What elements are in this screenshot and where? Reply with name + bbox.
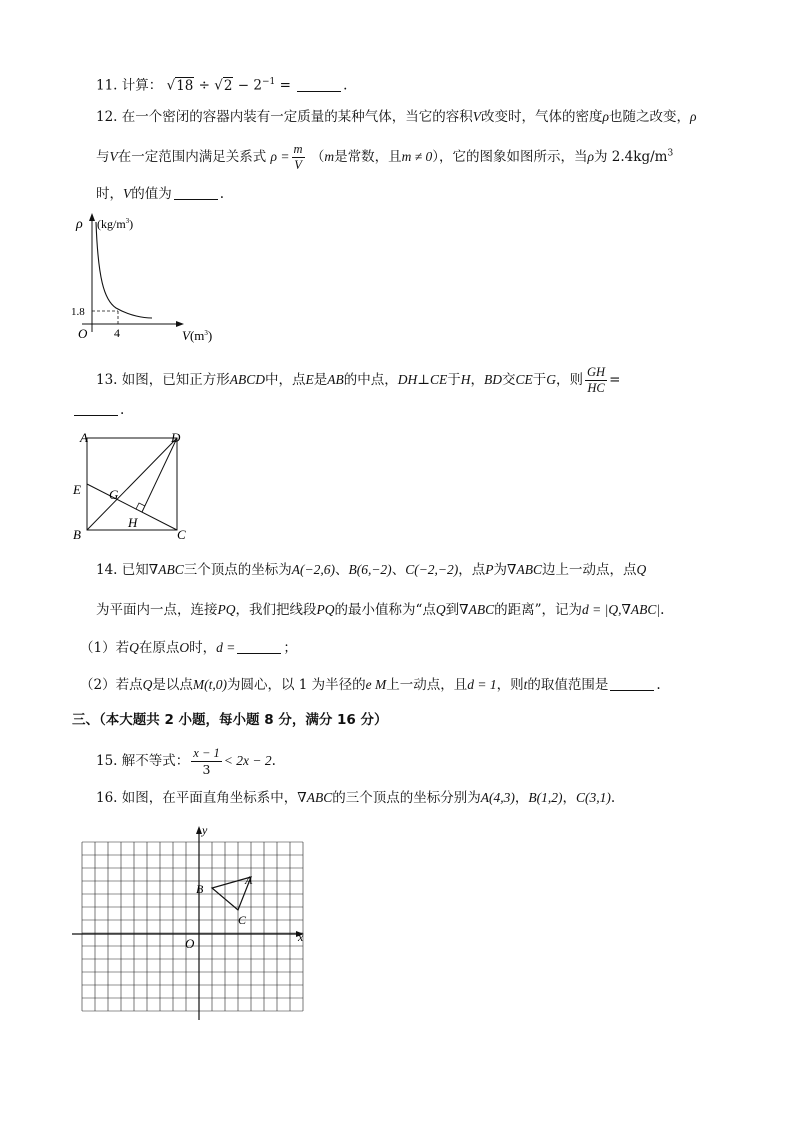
q14-sub1-o: O <box>179 640 190 655</box>
q11-sqrt-symbol: √ <box>166 77 176 94</box>
q14-p: P <box>485 562 494 577</box>
q14-sub2-circle: e M <box>365 677 387 692</box>
q12-var-m: m <box>324 149 335 164</box>
q12-var-rho: ρ <box>602 109 610 124</box>
q12-text-2e: ），它的图象如图所示，当 <box>432 149 588 165</box>
q12-text-1b: 改变时，气体的密度 <box>481 109 603 125</box>
q14-sub2-e: ，则 <box>496 677 524 693</box>
q14-text-2c: 的最小值称为“点 <box>334 602 436 618</box>
q13-text-a: 如图，已知正方形 <box>121 372 230 388</box>
q12-text-2c: （ <box>310 149 325 165</box>
q12-var-v-3: V <box>123 186 132 201</box>
q13-text-d: 的中点， <box>343 372 398 388</box>
q12-formula-den: V <box>294 158 302 172</box>
q12-text-1c: 也随之改变， <box>609 109 691 125</box>
q14-text-2e: 的距离”，记为 <box>494 602 582 618</box>
q12-sup-3: 3 <box>667 148 674 159</box>
q13-line-1 <box>96 365 620 396</box>
q13-label-b: B <box>73 527 81 542</box>
q14-sub1-b: 在原点 <box>138 640 180 656</box>
q12-y-arrow <box>89 213 95 221</box>
q11-equals: = <box>279 77 291 94</box>
q13-square-figure <box>70 428 200 543</box>
q11-sqrt-18: 18 <box>176 77 194 94</box>
q12-condition: m ≠ 0 <box>401 149 433 164</box>
q14-sub1-d: d = <box>216 640 236 655</box>
q14-d-expr: d = |Q,∇ABC| <box>582 602 661 617</box>
q12-formula-fraction <box>292 142 305 173</box>
q15-end: . <box>271 753 276 769</box>
q16-point-c: C(3,1) <box>575 790 611 805</box>
q14-sub1-answer-blank[interactable] <box>237 639 281 654</box>
q12-text-3a: 时， <box>96 186 123 202</box>
q14-point-c: C(−2,−2) <box>405 562 459 577</box>
q14-sub2-m: M(t,0) <box>192 677 227 692</box>
q14-text-1e: 边上一动点，点 <box>541 562 637 578</box>
q15-fraction <box>191 746 221 777</box>
q13-end: . <box>120 402 125 418</box>
q14-text-2d: 到 <box>445 602 460 618</box>
q13-frac-den: HC <box>587 381 605 395</box>
q12-formula-lhs: ρ = <box>270 149 290 164</box>
q12-y-unit: $(kg/m^3)$ <box>97 217 134 231</box>
q14-q: Q <box>636 562 647 577</box>
q13-text-b: 中，点 <box>265 372 306 388</box>
q13-text-g: 交 <box>502 372 516 388</box>
q12-end: . <box>219 186 225 202</box>
q16-label-c: C <box>238 913 247 927</box>
q12-density-graph <box>68 208 248 348</box>
q13-h: H <box>460 372 471 387</box>
q14-sub-1 <box>80 638 297 658</box>
q12-answer-blank[interactable] <box>174 185 218 200</box>
q14-sub2-end: . <box>656 677 661 693</box>
q12-var-rho-3: ρ <box>587 149 594 164</box>
q13-text-h: 于 <box>532 372 547 388</box>
q16-point-a: A(4,3) <box>480 790 515 805</box>
q14-text-1d: 为 <box>493 562 508 578</box>
q11-exponent: −1 <box>261 77 276 87</box>
q13-frac-num: GH <box>587 365 606 379</box>
q14-end-2: . <box>660 602 665 618</box>
q13-ab: AB <box>327 372 344 387</box>
q14-text-2a: 为平面内一点，连接 <box>96 602 218 618</box>
q11-op-minus: − <box>237 77 250 94</box>
q14-sub2-q: Q <box>142 677 153 692</box>
q16-line <box>96 788 615 808</box>
q13-ce-2: CE <box>515 372 533 387</box>
q13-e: E <box>305 372 314 387</box>
q15-text: 解不等式： <box>121 753 190 769</box>
q16-sep-1: ， <box>514 790 529 806</box>
q15-frac-den: 3 <box>202 762 211 777</box>
q13-label-h: H <box>128 515 138 530</box>
q14-triangle-3: ∇ABC <box>459 602 495 617</box>
q14-sub2-b: 是以点 <box>152 677 193 693</box>
q16-text-b: 的三个顶点的坐标分别为 <box>332 790 481 806</box>
q12-var-v: V <box>472 109 482 124</box>
q11-base: 2 <box>253 77 262 94</box>
q16-number: 16. <box>96 790 118 806</box>
q13-line-2 <box>72 400 124 420</box>
q14-q-2: Q <box>435 602 446 617</box>
q13-eq: = <box>609 372 621 388</box>
q14-sub2-a: （2）若点 <box>80 677 143 693</box>
q16-sep-2: ， <box>562 790 576 806</box>
q16-grid-lines <box>82 842 303 1011</box>
q14-text-1b: 三个顶点的坐标为 <box>183 562 292 578</box>
q16-end: . <box>610 790 616 806</box>
q14-text-1c: ，点 <box>458 562 486 578</box>
q12-number: 12. <box>96 109 118 125</box>
q14-number: 14. <box>96 562 118 578</box>
q14-sub1-q: Q <box>129 640 139 655</box>
q13-label-g: G <box>109 487 119 502</box>
q14-triangle-2: ∇ABC <box>507 562 542 577</box>
q14-sub2-c: 为圆心，以 1 为半径的 <box>226 677 366 693</box>
q14-sep-1: 、 <box>334 562 349 578</box>
q15-rhs: < 2x − 2 <box>223 753 272 768</box>
q12-x-arrow <box>176 321 184 327</box>
q13-label-c: C <box>177 527 186 542</box>
q13-text-c: 是 <box>313 372 328 388</box>
q16-text-a: 如图，在平面直角坐标系中， <box>121 790 298 806</box>
q11-answer-blank[interactable] <box>297 77 341 92</box>
q14-sub1-c: 时， <box>189 640 217 656</box>
q11-op-div: ÷ <box>198 77 210 94</box>
q12-text-2d: 是常数，且 <box>334 149 402 165</box>
q14-sep-2: 、 <box>391 562 406 578</box>
q15-line <box>96 746 276 777</box>
section-3-heading: 三、（本大题共 2 小题，每小题 8 分，满分 16 分） <box>72 712 388 728</box>
q13-dh: DH <box>397 372 418 387</box>
q14-sub2-f: 的取值范围是 <box>527 677 609 693</box>
q14-point-b: B(6,−2) <box>348 562 392 577</box>
q12-line-3 <box>96 184 224 204</box>
q12-text-2f: 为 2.4kg/m <box>594 149 668 165</box>
q13-text-f: ， <box>470 372 484 388</box>
q12-line-1 <box>96 107 697 127</box>
q12-var-v-2: V <box>109 149 118 164</box>
q12-x-unit: $V(m^3)$ <box>182 328 213 343</box>
q12-text-2a: 与 <box>96 149 110 165</box>
q13-answer-blank[interactable] <box>74 401 118 416</box>
q12-formula-num: m <box>293 142 303 156</box>
q13-text-i: ，则 <box>556 372 584 388</box>
q12-var-rho-2: ρ <box>690 109 697 124</box>
q15-number: 15. <box>96 753 118 769</box>
q16-label-o: O <box>185 936 195 951</box>
q12-text-2b: 在一定范围内满足关系式 <box>117 149 267 165</box>
q16-label-x: x <box>298 930 304 944</box>
q14-triangle: ∇ABC <box>148 562 184 577</box>
q11-end: . <box>343 77 348 94</box>
q14-pq: PQ <box>217 602 236 617</box>
q12-line-2 <box>96 142 673 173</box>
q11-sqrt-symbol-2: √ <box>214 77 223 94</box>
q11-lead: 计算： <box>121 77 163 94</box>
q13-perp: ⊥ <box>417 372 430 388</box>
q13-label-a: A <box>80 430 88 445</box>
q16-label-a: A <box>245 873 253 887</box>
q12-y-tick: 1.8 <box>71 306 85 318</box>
q14-sub-2 <box>80 675 661 695</box>
q14-text-1a: 已知 <box>121 562 149 578</box>
q16-label-y: y <box>202 823 208 837</box>
q14-pq-2: PQ <box>316 602 335 617</box>
q13-g: G <box>546 372 557 387</box>
q11-number: 11. <box>96 77 118 94</box>
q15-frac-num: x − 1 <box>193 746 220 760</box>
q13-abcd: ABCD <box>229 372 266 387</box>
q13-bd: BD <box>484 372 502 387</box>
q13-fraction <box>585 365 607 396</box>
q14-sub2-t: t <box>523 677 528 692</box>
q14-text-2b: ，我们把线段 <box>235 602 317 618</box>
q12-x-tick: 4 <box>114 326 120 340</box>
q13-text-e: 于 <box>447 372 461 388</box>
q13-number: 13. <box>96 372 118 388</box>
q13-dh-line <box>142 438 177 512</box>
q12-curve <box>96 222 152 318</box>
q12-text-3b: 的值为 <box>131 186 172 202</box>
q14-line-1 <box>96 560 646 580</box>
q14-point-a: A(−2,6) <box>291 562 335 577</box>
q12-rho-axis-label: ρ <box>76 217 83 232</box>
q14-sub1-end: ； <box>283 640 297 656</box>
q13-ce: CE <box>429 372 448 387</box>
q11-sqrt-2: 2 <box>223 77 233 94</box>
q16-label-b: B <box>196 882 204 896</box>
q14-sub2-answer-blank[interactable] <box>610 676 654 691</box>
q14-sub1-a: （1）若 <box>80 640 130 656</box>
q14-sub2-d: 上一动点，且 <box>386 677 468 693</box>
q16-point-b: B(1,2) <box>528 790 563 805</box>
q16-coordinate-grid <box>68 822 318 1022</box>
q11-line <box>96 72 347 96</box>
q13-label-e: E <box>73 482 81 497</box>
q16-triangle: ∇ABC <box>297 790 333 805</box>
q12-origin: O <box>78 326 88 341</box>
q14-sub2-dexpr: d = 1 <box>467 677 497 692</box>
q12-text-1: 在一个密闭的容器内装有一定质量的某种气体，当它的容积 <box>121 109 473 125</box>
q14-line-2 <box>96 600 664 620</box>
q13-label-d: D <box>171 430 181 445</box>
